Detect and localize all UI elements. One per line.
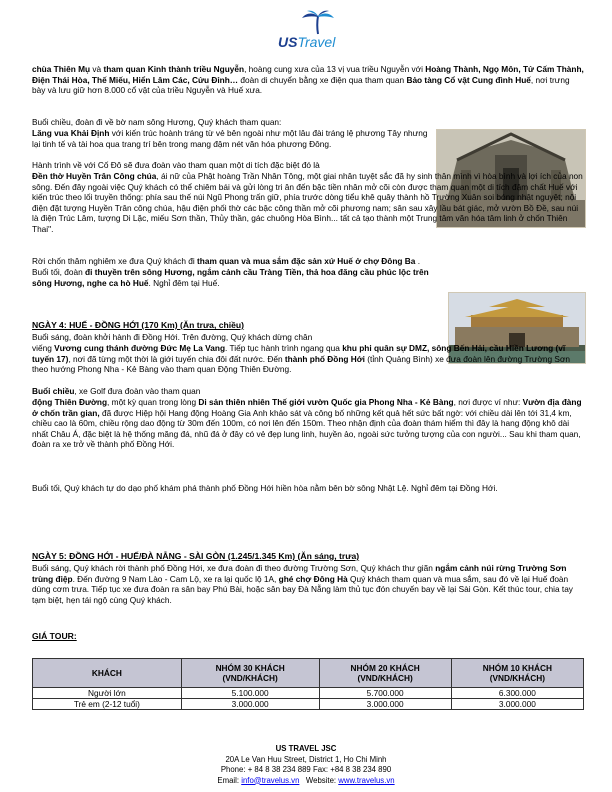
table-cell: 5.100.000 — [181, 688, 319, 699]
col-header-group-30: NHÓM 30 KHÁCH (VND/KHÁCH) — [181, 659, 319, 688]
website-link[interactable]: www.travelus.vn — [338, 775, 395, 785]
day4-heading: NGÀY 4: HUẾ - ĐỒNG HỚI (170 Km) (Ăn trưa, chiều) — [32, 320, 245, 330]
table-cell: 3.000.000 — [451, 699, 583, 710]
email-link[interactable]: info@travelus.vn — [241, 775, 300, 785]
day5-paragraph: Buổi sáng, Quý khách rời thành phố Đồng Hới, xe đưa đoàn đi theo đường Trường Sơn, Quý khách thư giãn ngắm cảnh núi rừng Trường Sơn trùng điệp. Đến đường 9 Nam Lào - Cam Lộ, xe ra lại quốc lộ 1A, ghé chợ Đông Hà Quý khách tham quan và mua sắm, sau đó về lại Huế đoàn dùng cơm trưa. Tiếp tục xe đưa đoàn ra sân bay Phú Bài, hoặc sân bay Đà Nẵng làm thủ tục đón chuyến bay về lại Sài Gòn. Kết thúc tour, chia tay tạm biệt, hẹn tái ngộ cùng Quý khách. — [32, 563, 573, 605]
price-table — [32, 658, 584, 710]
col-header-guest: KHÁCH — [33, 659, 182, 688]
day4-afternoon: Buổi chiều, xe Golf đưa đoàn vào tham quan — [32, 386, 201, 396]
dong-ba-paragraph: Rời chốn thâm nghiêm xe đưa Quý khách đi tham quan và mua sắm đặc sản xứ Huế ở chợ Đông Ba . — [32, 256, 421, 266]
price-heading: GIÁ TOUR: — [32, 631, 77, 641]
footer-contact: Email: info@travelus.vn Website: www.travelus.vn — [217, 775, 395, 785]
evening-paragraph: Buổi tối, đoàn đi thuyền trên sông Hương, ngắm cảnh cầu Tràng Tiền, thả hoa đăng cầu phúc lộc trên sông Hương, nghe ca hò Huế. Nghỉ đêm tại Huế. — [32, 267, 429, 288]
table-cell: 6.300.000 — [451, 688, 583, 699]
day4-thien-duong-paragraph: động Thiên Đường, một kỳ quan trong lòng Di sản thiên nhiên Thế giới vườn Quốc gia Phong Nha - Kẻ Bàng, nơi được ví như: Vườn địa đàng ở chốn trần gian, đã được Hiệp hội Hang động Hoàng Gia Anh khảo sát và công bố những kết quả hết sức bất ngờ: với chiều dài lên tới 31,4 km, chiều cao là 60m, chiều rộng dao động từ 30m đến 100m, có nơi lên đến 150m. Theo nhận định của đoàn thám hiểm thì đây là hang động khô dài nhất Châu Á, đặc biệt là hệ thống măng đá, nhũ đá ở đây có vẻ đẹp lung linh, huyền ảo, ngoài sức tưởng tượng của con người... Sau khi tham quan, đoàn ra xe trở về thành phố Đồng Hới. — [32, 397, 582, 450]
table-cell: 3.000.000 — [319, 699, 451, 710]
logo-us: US — [278, 34, 298, 50]
day4-la-vang-paragraph: viếng Vương cung thánh đường Đức Mẹ La Vang. Tiếp tục hành trình ngang qua khu phi quân sự DMZ, sông Bến Hải, cầu Hiền Lương (vĩ tuyến 17), nơi đã từng một thời là giới tuyến chia đôi đất nước. Đến thành phố Đồng Hới (tỉnh Quảng Bình) xe đưa đoàn lên đường Trường Sơn theo hướng Phong Nha - Kẻ Bàng vào tham quan Động Thiên Đường. — [32, 343, 571, 375]
huyen-tran-paragraph: Đền thờ Huyền Trân Công chúa, ái nữ của Phật hoàng Trần Nhân Tông, một giai nhân tuyệt sắc đã hy sinh thân mình vì hòa bình và lợi ích của non sông. Đến đây ngoài việc Quý khách có thể chiêm bái và gửi lòng tri ân đến bậc tiền nhân mở cõi còn được tham quan một di tích đậm chất Huế với kiến trúc theo lối truyền thống: phía sau thế núi Ngũ Phong trấn giữ, phía trước dòng tiểu khê quây thành hồ Trường Xuân soi bóng nhật nguyệt; nội điện đặt tượng Huyền Trân công chúa, hậu điện phối thờ các bậc công thần mở cõi phương nam; sân sau xây lầu bát giác, mở vườn Bồ Đề, sau núi là điện Trúc Lâm, tượng Di Lặc, miếu Sơn thần, Thủy thần, gác chuông Hòa Bình... tất cả tạo thành một Trung tâm văn hóa tâm linh ở chốn Thiên Thai". — [32, 171, 583, 234]
table-row — [33, 699, 584, 710]
journey-line: Hành trình về với Cố Đô sẽ đưa đoàn vào tham quan một di tích đặc biệt đó là — [32, 160, 320, 170]
day4-morning: Buổi sáng, đoàn khởi hành đi Đồng Hới. Trên đường, Quý khách dừng chân — [32, 332, 313, 342]
footer — [0, 744, 612, 786]
table-cell: Người lớn — [33, 688, 182, 699]
palm-tree-icon — [298, 10, 338, 36]
table-row — [33, 688, 584, 699]
table-cell: 5.700.000 — [319, 688, 451, 699]
col-header-group-10: NHÓM 10 KHÁCH (VND/KHÁCH) — [451, 659, 583, 688]
price-table-header-row — [33, 659, 584, 688]
khai-dinh-paragraph: Lăng vua Khải Định với kiến trúc hoành tráng từ vẻ bên ngoài như một lâu đài tráng lệ phương Tây nhưng lại tinh tế và tài hoa qua trang trí bên trong mang đậm nét văn hóa phương Đông. — [32, 128, 428, 149]
table-cell: 3.000.000 — [181, 699, 319, 710]
day5-heading: NGÀY 5: ĐỒNG HỚI - HUẾ/ĐÀ NẴNG - SÀI GÒN (1.245/1.345 Km) (Ăn sáng, trưa) — [32, 551, 360, 561]
footer-company: US TRAVEL JSC — [275, 744, 337, 753]
footer-phone: Phone: + 84 8 38 234 889 Fax: +84 8 38 234 890 — [220, 765, 392, 774]
footer-address: 20A Le Van Huu Street, District 1, Ho Chi Minh — [225, 754, 387, 764]
afternoon-line: Buổi chiều, đoàn đi về bờ nam sông Hương, Quý khách tham quan: — [32, 117, 282, 127]
col-header-group-20: NHÓM 20 KHÁCH (VND/KHÁCH) — [319, 659, 451, 688]
intro-paragraph: chùa Thiên Mụ và tham quan Kinh thành triều Nguyễn, hoàng cung xưa của 13 vị vua triều Nguyễn với Hoàng Thành, Ngọ Môn, Tử Cấm Thành, Điện Thái Hòa, Thế Miếu, Hiển Lâm Các, Cửu Đỉnh… đoàn di chuyển bằng xe điện qua tham quan Bảo tàng Cổ vật Cung đình Huế, nơi trưng bày và lưu giữ hơn 8.000 cổ vật của triều Nguyễn và Huế xưa. — [32, 64, 584, 96]
day4-evening: Buổi tối, Quý khách tự do dạo phố khám phá thành phố Đồng Hới hiền hòa nằm bên bờ sông Nhật Lệ. Nghỉ đêm tại Đồng Hới. — [32, 483, 498, 493]
logo-travel: Travel — [297, 34, 336, 50]
us-travel-logo — [270, 10, 370, 58]
table-cell: Trẻ em (2-12 tuổi) — [33, 699, 182, 710]
